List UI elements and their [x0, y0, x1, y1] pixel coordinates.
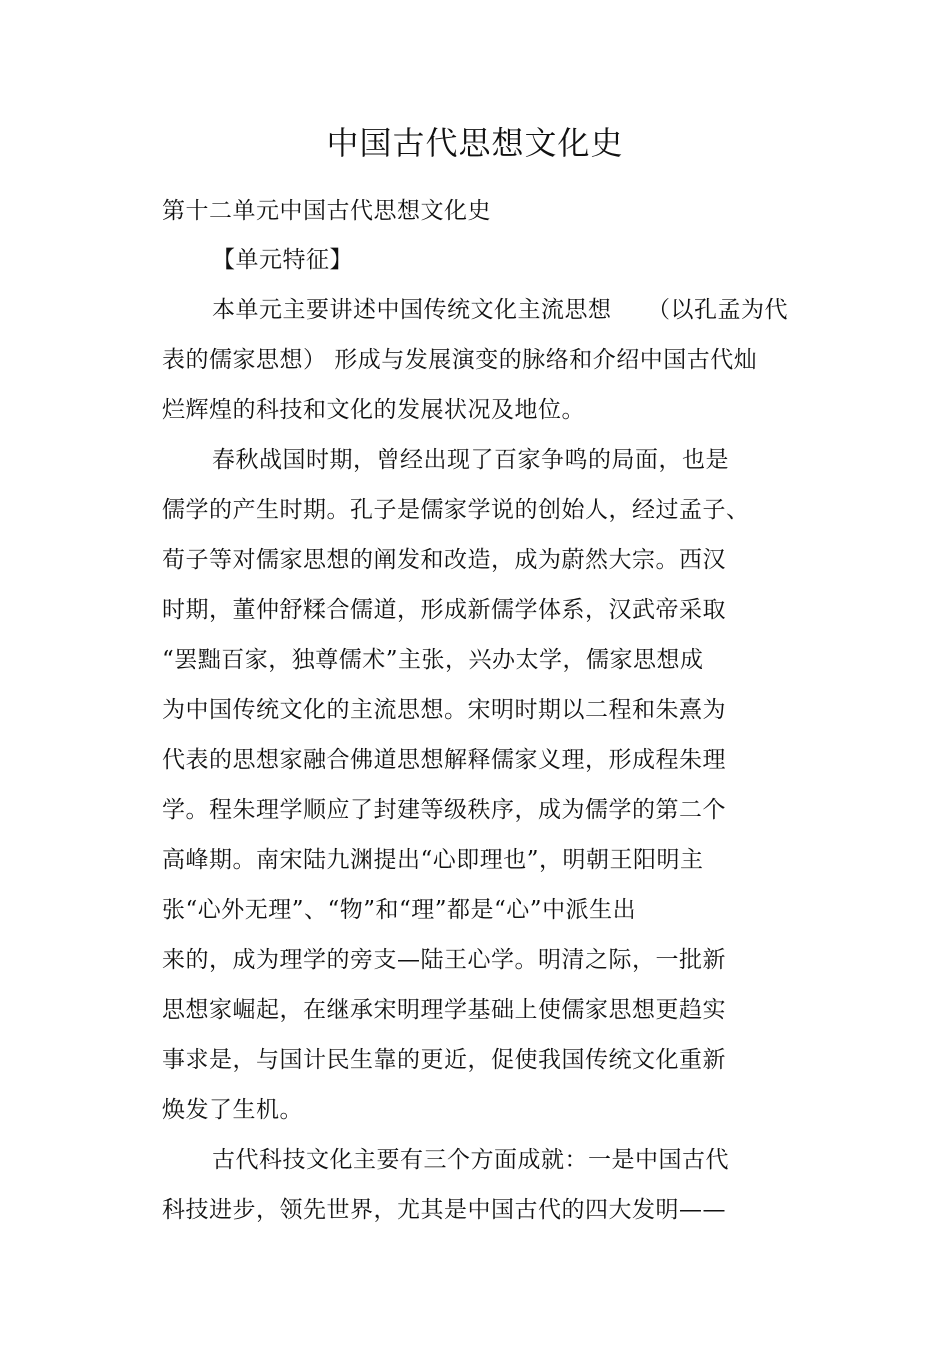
subtitle: 第十二单元中国古代思想文化史	[162, 198, 491, 224]
paragraph-3-line: 古代科技文化主要有三个方面成就：一是中国古代	[212, 1147, 729, 1173]
paragraph-2-line: 时期，董仲舒糅合儒道，形成新儒学体系，汉武帝采取	[162, 597, 726, 623]
paragraph-2-line: 事求是，与国计民生靠的更近，促使我国传统文化重新	[162, 1047, 726, 1073]
paragraph-2-line: 儒学的产生时期。孔子是儒家学说的创始人，经过孟子、	[162, 497, 750, 523]
paragraph-2-line: 荀子等对儒家思想的阐发和改造，成为蔚然大宗。西汉	[162, 547, 726, 573]
paragraph-1-line: 烂辉煌的科技和文化的发展状况及地位。	[162, 397, 585, 423]
paragraph-1-line: 表的儒家思想） 形成与发展演变的脉络和介绍中国古代灿	[162, 347, 758, 373]
section-heading: 【单元特征】	[212, 247, 353, 273]
paragraph-2-line: 学。程朱理学顺应了封建等级秩序，成为儒学的第二个	[162, 797, 726, 823]
paragraph-3-line: 科技进步，领先世界，尤其是中国古代的四大发明——	[162, 1197, 726, 1223]
paragraph-2-line: 代表的思想家融合佛道思想解释儒家义理，形成程朱理	[162, 747, 726, 773]
paragraph-2-line: 来的，成为理学的旁支—陆王心学。明清之际，一批新	[162, 947, 726, 973]
paragraph-2-line: “罢黜百家，独尊儒术”主张，兴办太学，儒家思想成	[162, 647, 704, 673]
paragraph-2-line: 为中国传统文化的主流思想。宋明时期以二程和朱熹为	[162, 697, 726, 723]
paragraph-2-line: 焕发了生机。	[162, 1097, 303, 1123]
paragraph-2-line: 春秋战国时期，曾经出现了百家争鸣的局面，也是	[212, 447, 729, 473]
paragraph-2-line: 思想家崛起，在继承宋明理学基础上使儒家思想更趋实	[162, 997, 726, 1023]
paragraph-2-line: 高峰期。南宋陆九渊提出“心即理也”，明朝王阳明主	[162, 847, 704, 873]
paragraph-1-line: 本单元主要讲述中国传统文化主流思想 （以孔孟为代	[212, 297, 788, 323]
page-title: 中国古代思想文化史	[326, 124, 624, 162]
paragraph-2-line: 张“心外无理”、“物”和“理”都是“心”中派生出	[162, 897, 637, 923]
